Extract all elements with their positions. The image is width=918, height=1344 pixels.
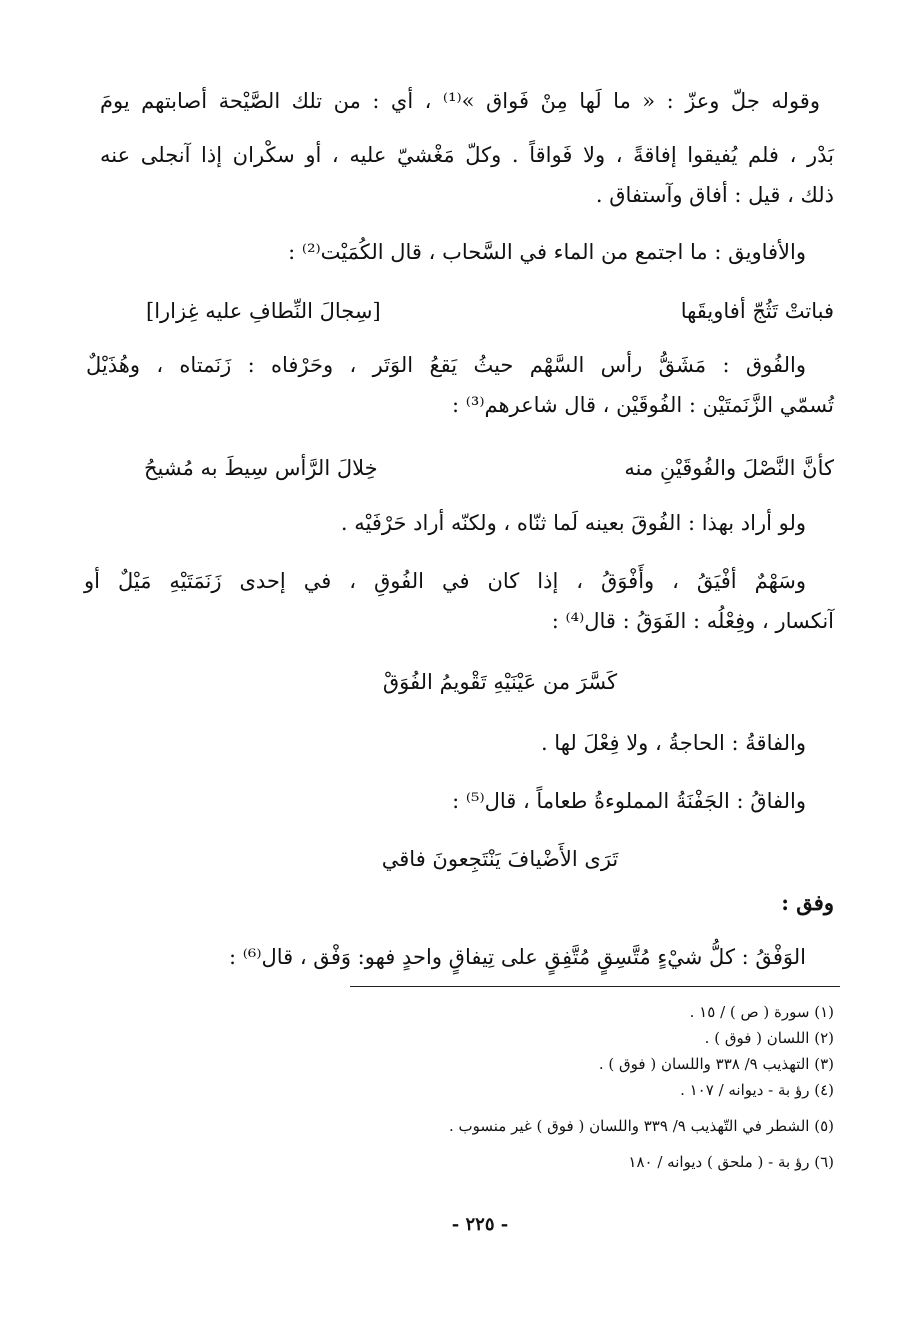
- footnote: (٦) رؤ بة - ( ملحق ) ديوانه / ١٨٠: [628, 1153, 834, 1171]
- footnote-divider: [350, 986, 840, 987]
- paragraph-line: والفاقةُ : الحاجةُ ، ولا فِعْلَ لها .: [540, 731, 806, 755]
- paragraph-line: والفُوق : مَشَقُّ رأس السَّهْم حيثُ يَقعُ الوَتَر ، وحَرْفاه : زَنَمتاه ، وهُذَيْلٌ: [86, 353, 806, 377]
- paragraph-line: تُسمّي الزَّنَمتَيْن : الفُوقَيْن ، قال شاعرهم⁽³⁾ :: [451, 393, 834, 417]
- footnote: (٣) التهذيب ٩/ ٣٣٨ واللسان ( فوق ) .: [598, 1055, 834, 1073]
- paragraph-line: وسَهْمٌ أفْيَقُ ، وأَفْوَقُ ، إذا كان في الفُوقِ ، في إحدى زَنَمَتَيْهِ مَيْلٌ أو: [84, 569, 806, 593]
- footnote: (٢) اللسان ( فوق ) .: [704, 1029, 834, 1047]
- verse-hemistich-left: خِلالَ الرَّأس سِيطَ به مُشيحُ: [144, 456, 378, 480]
- paragraph-line: والفاقُ : الجَفْنَةُ المملوءةُ طعاماً ، قال⁽⁵⁾ :: [452, 789, 806, 813]
- verse-line: تَرَى الأَضْيافَ يَنْتَجِعونَ فاقي: [381, 847, 619, 871]
- paragraph-line: ولو أراد بهذا : الفُوقَ بعينه لَما ثنّاه ، ولكنّه أراد حَرْفَيْه .: [340, 511, 806, 535]
- verse-line: كَسَّرَ من عَيْنَيْهِ تَقْويمُ الفُوَقْ: [382, 670, 618, 694]
- page-number: - ٢٢٥ -: [451, 1214, 509, 1235]
- footnote: (١) سورة ( ص ) / ١٥ .: [689, 1003, 834, 1021]
- paragraph-line: وقوله جلّ وعزّ : « ما لَها مِنْ فَواق »⁽¹⁾ ، أي : من تلك الصَّيْحة أصابتهم يومَ: [100, 89, 820, 113]
- footnote: (٤) رؤ بة - ديوانه / ١٠٧ .: [680, 1081, 834, 1099]
- paragraph-line: آنكسار ، وفِعْلُه : الفَوَقُ : قال⁽⁴⁾ :: [551, 609, 834, 633]
- verse-hemistich-right: كأنَّ النَّصْلَ والفُوقَيْنِ منه: [624, 456, 834, 480]
- paragraph-line: بَدْر ، فلم يُفيقوا إفاقةً ، ولا فَواقاً . وكلّ مَغْشيّ عليه ، أو سكْران إذا آنجلى عنه: [100, 143, 834, 167]
- entry-heading: وفق :: [781, 890, 834, 915]
- verse-hemistich-right: فباتتْ تَثُجّ أفاويقَها: [680, 299, 834, 323]
- footnote: (٥) الشطر في التّهذيب ٩/ ٣٣٩ واللسان ( فوق ) غير منسوب .: [448, 1117, 834, 1135]
- paragraph-line: والأفاويق : ما اجتمع من الماء في السَّحاب ، قال الكُمَيْت⁽²⁾ :: [288, 240, 806, 264]
- paragraph-line: الوَفْقُ : كلُّ شيْءٍ مُتَّسِقٍ مُتَّفِقٍ على تِيفاقٍ واحدٍ فهو: وَفْق ، قال⁽⁶⁾ :: [228, 945, 806, 969]
- verse-hemistich-left: [سِجالَ النِّطافِ عليه غِزارا]: [146, 299, 381, 323]
- paragraph-line: ذلك ، قيل : أفاق وآستفاق .: [595, 183, 834, 207]
